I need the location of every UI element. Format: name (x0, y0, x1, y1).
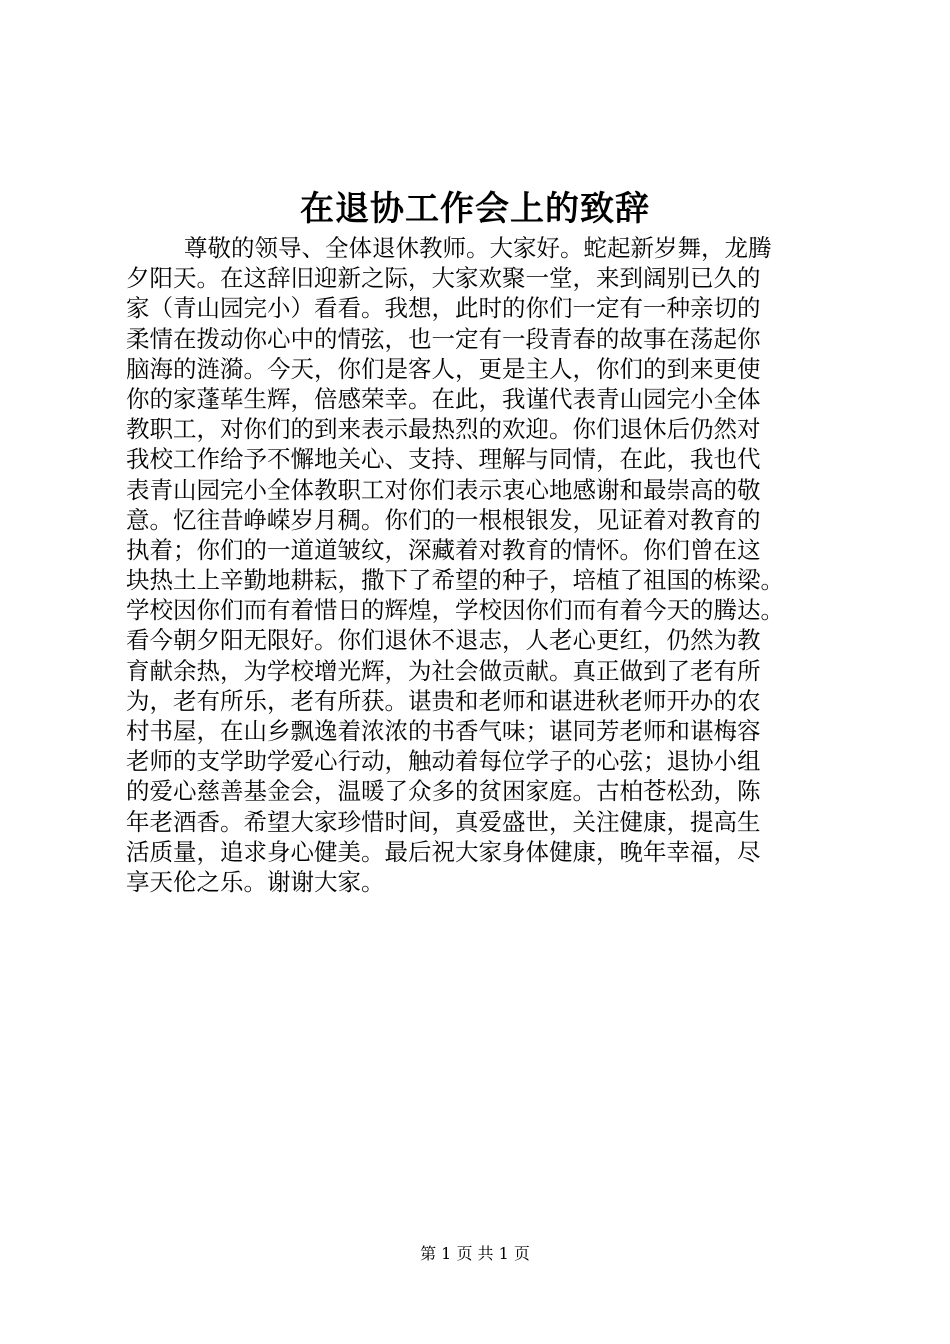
body-line: 享天伦之乐。谢谢大家。 (126, 867, 385, 896)
body-line: 我校工作给予不懈地关心、支持、理解与同情，在此，我也代 (126, 445, 761, 474)
body-line: 为，老有所乐，老有所获。谌贵和老师和谌进秋老师开办的农 (126, 686, 761, 715)
body-line: 村书屋，在山乡飘逸着浓浓的书香气味；谌同芳老师和谌梅容 (126, 717, 761, 745)
body-line: 家（青山园完小）看看。我想，此时的你们一定有一种亲切的 (126, 294, 761, 323)
body-line: 块热土上辛勤地耕耘，撒下了希望的种子，培植了祖国的栋梁。 (126, 566, 784, 595)
body-line: 活质量，追求身心健美。最后祝大家身体健康，晚年幸福，尽 (126, 837, 761, 866)
body-line: 老师的支学助学爱心行动，触动着每位学子的心弦；退协小组 (126, 747, 761, 776)
body-line: 教职工，对你们的到来表示最热烈的欢迎。你们退休后仍然对 (126, 415, 761, 444)
body-line: 柔情在拨动你心中的情弦，也一定有一段青春的故事在荡起你 (126, 324, 761, 353)
body-line: 脑海的涟漪。今天，你们是客人，更是主人，你们的到来更使 (126, 354, 761, 383)
body-line: 执着；你们的一道道皱纹，深藏着对教育的情怀。你们曾在这 (126, 535, 761, 564)
body-line: 看今朝夕阳无限好。你们退休不退志，人老心更红，仍然为教 (126, 626, 761, 655)
body-line: 年老酒香。希望大家珍惜时间，真爱盛世，关注健康，提高生 (126, 807, 761, 836)
body-line: 夕阳天。在这辞旧迎新之际，大家欢聚一堂，来到阔别已久的 (126, 264, 761, 293)
body-line: 你的家蓬荜生辉，倍感荣幸。在此，我谨代表青山园完小全体 (126, 384, 761, 413)
body-line: 学校因你们而有着惜日的辉煌，学校因你们而有着今天的腾达。 (126, 596, 784, 625)
page-number-footer: 第 1 页 共 1 页 (420, 1244, 530, 1263)
body-line: 表青山园完小全体教职工对你们表示衷心地感谢和最崇高的敬 (126, 475, 761, 504)
document-title: 在退协工作会上的致辞 (300, 189, 650, 229)
body-line: 的爱心慈善基金会，温暖了众多的贫困家庭。古柏苍松劲，陈 (126, 777, 761, 806)
body-line: 意。忆往昔峥嵘岁月稠。你们的一根根银发，见证着对教育的 (126, 505, 761, 534)
speech-body (126, 233, 832, 897)
body-line: 育献余热，为学校增光辉，为社会做贡献。真正做到了老有所 (126, 656, 761, 685)
body-line: 尊敬的领导、全体退休教师。大家好。蛇起新岁舞，龙腾 (184, 234, 772, 262)
